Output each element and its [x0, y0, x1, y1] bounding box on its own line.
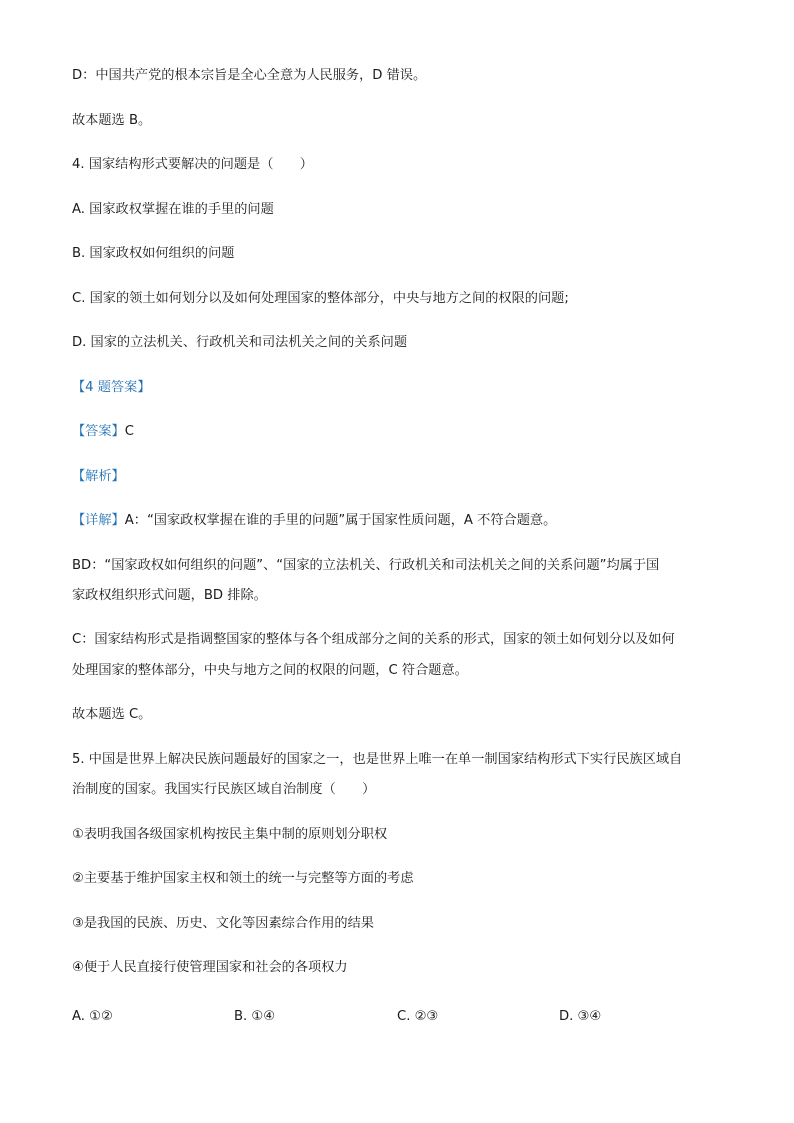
- question-5-item-4: ④便于人民直接行使管理国家和社会的各项权力: [72, 960, 348, 975]
- question-5-item-2: ②主要基于维护国家主权和领土的统一与完整等方面的考虑: [72, 871, 414, 886]
- text-line-d-explanation: D：中国共产党的根本宗旨是全心全意为人民服务，D 错误。: [72, 68, 427, 83]
- question-5-options: [72, 1009, 732, 1027]
- question-5-option-c: C. ②③: [397, 1009, 439, 1024]
- question-5-stem-1: 5. 中国是世界上解决民族问题最好的国家之一，也是世界上唯一在单一制国家结构形式下实行民族区域自: [72, 752, 683, 767]
- detail-line-bd-1: BD：“国家政权如何组织的问题”、“国家的立法机关、行政机关和司法机关之间的关系问题”均属于国: [72, 558, 660, 573]
- answer-value: C: [124, 424, 134, 439]
- question-4-option-b: B. 国家政权如何组织的问题: [72, 246, 235, 261]
- question-4-option-a: A. 国家政权掌握在谁的手里的问题: [72, 202, 274, 217]
- question-5-option-a: A. ①②: [72, 1009, 113, 1024]
- answer-label: 【答案】: [72, 424, 125, 439]
- question-5-option-b: B. ①④: [234, 1009, 276, 1024]
- analysis-header: 【解析】: [72, 469, 125, 484]
- detail-line-c-2: 处理国家的整体部分，中央与地方之间的权限的问题，C 符合题意。: [72, 663, 468, 678]
- question-5-stem-2: 治制度的国家。我国实行民族区域自治制度（ ）: [72, 782, 376, 797]
- detail-line-a: [72, 512, 556, 530]
- question-4-option-c: C. 国家的领土如何划分以及如何处理国家的整体部分，中央与地方之间的权限的问题;: [72, 291, 569, 306]
- question-5-item-1: ①表明我国各级国家机构按民主集中制的原则划分职权: [72, 827, 388, 842]
- question-5-option-d: D. ③④: [559, 1009, 602, 1024]
- detail-label: 【详解】: [72, 513, 125, 528]
- text-line-answer-b: 故本题选 B。: [72, 113, 152, 128]
- answer-line: [72, 423, 134, 441]
- question-5-item-3: ③是我国的民族、历史、文化等因素综合作用的结果: [72, 916, 374, 931]
- question-4-option-d: D. 国家的立法机关、行政机关和司法机关之间的关系问题: [72, 335, 408, 350]
- detail-line-bd-2: 家政权组织形式问题，BD 排除。: [72, 588, 267, 603]
- detail-text: A：“国家政权掌握在谁的手里的问题”属于国家性质问题，A 不符合题意。: [124, 513, 557, 528]
- detail-line-c-1: C：国家结构形式是指调整国家的整体与各个组成部分之间的关系的形式，国家的领土如何划分以及如何: [72, 632, 675, 647]
- section-header-q4-answer: 【4 题答案】: [72, 380, 151, 395]
- text-line-answer-c: 故本题选 C。: [72, 707, 152, 722]
- question-4-stem: 4. 国家结构形式要解决的问题是（ ）: [72, 157, 313, 172]
